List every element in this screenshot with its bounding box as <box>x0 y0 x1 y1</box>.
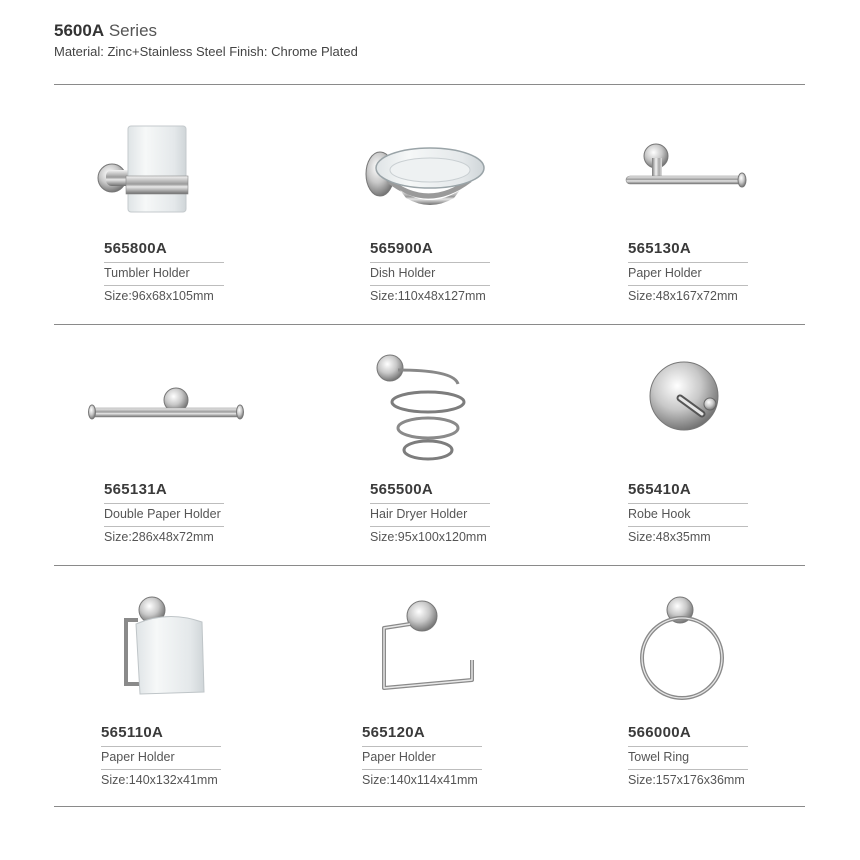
product-name: Paper Holder <box>101 746 221 768</box>
product-code: 565410A <box>628 481 691 498</box>
dish-holder-image <box>358 140 488 212</box>
hair-dryer-holder-image <box>374 350 470 468</box>
product-name: Tumbler Holder <box>104 262 224 284</box>
series-title <box>54 20 358 42</box>
product-565130a <box>628 240 858 303</box>
product-name: Dish Holder <box>370 262 490 284</box>
divider-row1 <box>54 324 805 325</box>
divider-bottom <box>54 806 805 807</box>
product-name: Robe Hook <box>628 503 748 525</box>
paper-holder-image-3 <box>378 596 478 696</box>
product-565131a <box>104 481 334 544</box>
series-word: Series <box>108 21 158 40</box>
product-code: 565500A <box>370 481 433 498</box>
divider-top <box>54 84 805 85</box>
product-name: Paper Holder <box>628 262 748 284</box>
product-size: Size:157x176x36mm <box>628 769 748 787</box>
product-565800a <box>104 240 334 303</box>
product-name: Towel Ring <box>628 746 748 768</box>
product-code: 565120A <box>362 724 425 741</box>
series-code: 5600A <box>54 21 105 40</box>
paper-holder-image-1 <box>622 142 752 192</box>
product-size: Size:140x132x41mm <box>101 769 221 787</box>
product-565120a <box>362 724 592 787</box>
product-name: Double Paper Holder <box>104 503 224 525</box>
product-565110a <box>101 724 331 787</box>
product-size: Size:140x114x41mm <box>362 769 482 787</box>
product-566000a <box>628 724 858 787</box>
double-paper-holder-image <box>86 386 246 426</box>
product-size: Size:286x48x72mm <box>104 526 224 544</box>
product-name: Hair Dryer Holder <box>370 503 490 525</box>
product-565900a <box>370 240 600 303</box>
product-565500a <box>370 481 600 544</box>
product-size: Size:110x48x127mm <box>370 285 490 303</box>
divider-row2 <box>54 565 805 566</box>
product-name: Paper Holder <box>362 746 482 768</box>
paper-holder-image-2 <box>118 592 214 702</box>
product-code: 565110A <box>101 724 164 741</box>
material-finish-text: Material: Zinc+Stainless Steel Finish: Chrome Plated <box>54 44 358 59</box>
robe-hook-image <box>640 360 732 432</box>
product-code: 565800A <box>104 240 167 257</box>
product-565410a <box>628 481 858 544</box>
product-code: 565131A <box>104 481 167 498</box>
product-code: 565130A <box>628 240 691 257</box>
product-size: Size:96x68x105mm <box>104 285 224 303</box>
product-code: 566000A <box>628 724 691 741</box>
product-size: Size:48x167x72mm <box>628 285 748 303</box>
product-code: 565900A <box>370 240 433 257</box>
page-header <box>54 20 358 59</box>
towel-ring-image <box>636 592 732 704</box>
tumbler-holder-image <box>96 118 196 218</box>
product-size: Size:48x35mm <box>628 526 748 544</box>
product-size: Size:95x100x120mm <box>370 526 490 544</box>
